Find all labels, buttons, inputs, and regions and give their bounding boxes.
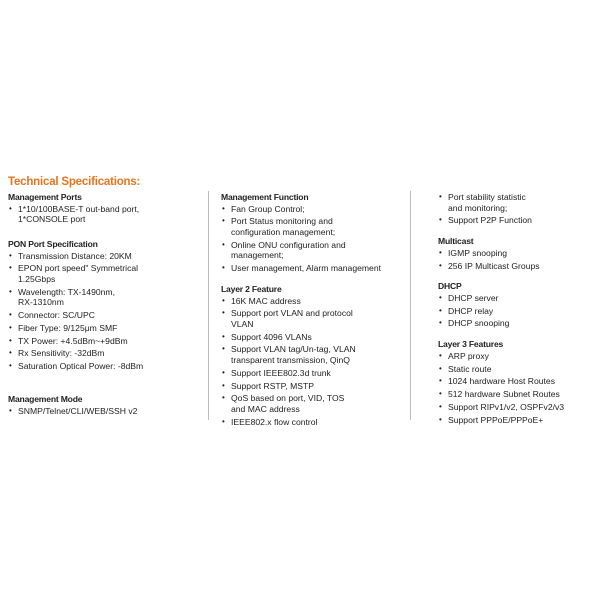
column-divider-2 [410, 191, 411, 420]
list-item [8, 204, 208, 225]
list-item [8, 406, 208, 417]
list-item-text: 16K MAC address [231, 295, 301, 306]
list-item-text: 512 hardware Subnet Routes [448, 389, 560, 400]
list-item [221, 344, 409, 365]
list-item [438, 402, 596, 413]
list-item-text: Port stability statistic and monitoring; [448, 192, 526, 213]
section-title: Multicast [438, 236, 474, 247]
list-item-text: QoS based on port, VID, TOS and MAC address [231, 393, 345, 414]
spec-column-1 [8, 192, 208, 418]
list-item [8, 361, 208, 372]
list-item-text: Support RIPv1/v2, OSPFv2/v3 [448, 401, 565, 412]
list-item-text: Rx Sensitivity: -32dBm [18, 348, 105, 359]
list-item [221, 204, 409, 215]
list-item [438, 306, 596, 317]
section-title: PON Port Specification [8, 238, 98, 249]
list-item-text: Fiber Type: 9/125μm SMF [18, 322, 118, 333]
continued-section [438, 192, 596, 226]
list-item [438, 351, 596, 362]
list-item [438, 261, 596, 272]
list-item-text: Support port VLAN and protocol VLAN [231, 308, 353, 329]
list-item [8, 310, 208, 321]
list-item [438, 376, 596, 387]
list-item-text: Online ONU configuration and management; [231, 239, 346, 261]
list-item-text: 1*10/100BASE-T out-band port, 1*CONSOLE port [18, 203, 140, 225]
list-item [221, 263, 409, 274]
section-title: DHCP [438, 281, 462, 292]
list-item-text: 1024 hardware Host Routes [448, 376, 556, 387]
list-item-text: IGMP snooping [448, 247, 508, 258]
list-item [8, 323, 208, 334]
multicast-section [438, 236, 596, 271]
management-function-section [221, 192, 409, 274]
list-item-text: Wavelength: TX-1490nm, RX-1310nm [18, 286, 115, 308]
layer-3-section [438, 339, 596, 425]
list-item [438, 215, 596, 226]
list-item-text: Fan Group Control; [231, 203, 305, 214]
list-item [438, 364, 596, 375]
list-item-text: Saturation Optical Power: -8dBm [18, 361, 144, 372]
spec-column-3 [438, 192, 596, 428]
list-item [8, 348, 208, 359]
list-item [221, 216, 409, 237]
list-item-text: ARP proxy [448, 350, 489, 361]
list-item-text: IEEE802.x flow control [231, 416, 318, 427]
list-item [8, 336, 208, 347]
dhcp-section [438, 281, 596, 329]
list-item-text: Support PPPoE/PPPoE+ [448, 414, 544, 425]
list-item-text: User management, Alarm management [231, 263, 381, 274]
section-title: Management Function [221, 192, 309, 202]
list-item-text: Support IEEE802.3d trunk [231, 367, 331, 378]
list-item [8, 263, 208, 284]
list-item-text: DHCP snooping [448, 318, 510, 329]
list-item [438, 248, 596, 259]
list-item [438, 192, 596, 213]
list-item-text: Static route [448, 363, 492, 374]
list-item-text: EPON port speed" Symmetrical 1.25Gbps [18, 263, 139, 284]
page-title: Technical Specifications: [8, 176, 141, 188]
list-item-text: Port Status monitoring and configuration management; [231, 216, 336, 237]
list-item-text: SNMP/Telnet/CLI/WEB/SSH v2 [18, 405, 138, 416]
list-item [221, 393, 409, 414]
list-item-text: Support 4096 VLANs [231, 331, 312, 342]
list-item [221, 240, 409, 261]
list-item [8, 251, 208, 262]
list-item-text: DHCP relay [448, 305, 494, 316]
list-item-text: Support P2P Function [448, 215, 532, 226]
spec-column-2 [221, 192, 409, 430]
list-item [221, 308, 409, 329]
section-title: Layer 3 Features [438, 339, 504, 350]
management-ports-section [8, 192, 208, 225]
list-item [8, 287, 208, 308]
list-item [438, 415, 596, 426]
layer-2-section [221, 284, 409, 427]
list-item-text: Connector: SC/UPC [18, 310, 95, 321]
list-item-text: TX Power: +4.5dBm~+9dBm [18, 335, 128, 346]
list-item [221, 332, 409, 343]
list-item [221, 296, 409, 307]
list-item [438, 293, 596, 304]
list-item-text: Support VLAN tag/Un-tag, VLAN transparent transmission, QinQ [231, 344, 356, 366]
list-item [221, 368, 409, 379]
list-item-text: 256 IP Multicast Groups [448, 260, 540, 271]
list-item [438, 389, 596, 400]
column-divider-1 [208, 191, 209, 420]
section-title: Management Ports [8, 192, 82, 202]
section-title: Management Mode [8, 394, 83, 404]
list-item [438, 318, 596, 329]
list-item-text: Support RSTP, MSTP [231, 380, 314, 391]
section-title: Layer 2 Feature [221, 283, 282, 294]
list-item-text: Transmission Distance: 20KM [18, 250, 132, 261]
list-item [221, 381, 409, 392]
list-item-text: DHCP server [448, 292, 499, 303]
pon-port-section [8, 239, 208, 372]
management-mode-section [8, 394, 208, 416]
list-item [221, 417, 409, 428]
